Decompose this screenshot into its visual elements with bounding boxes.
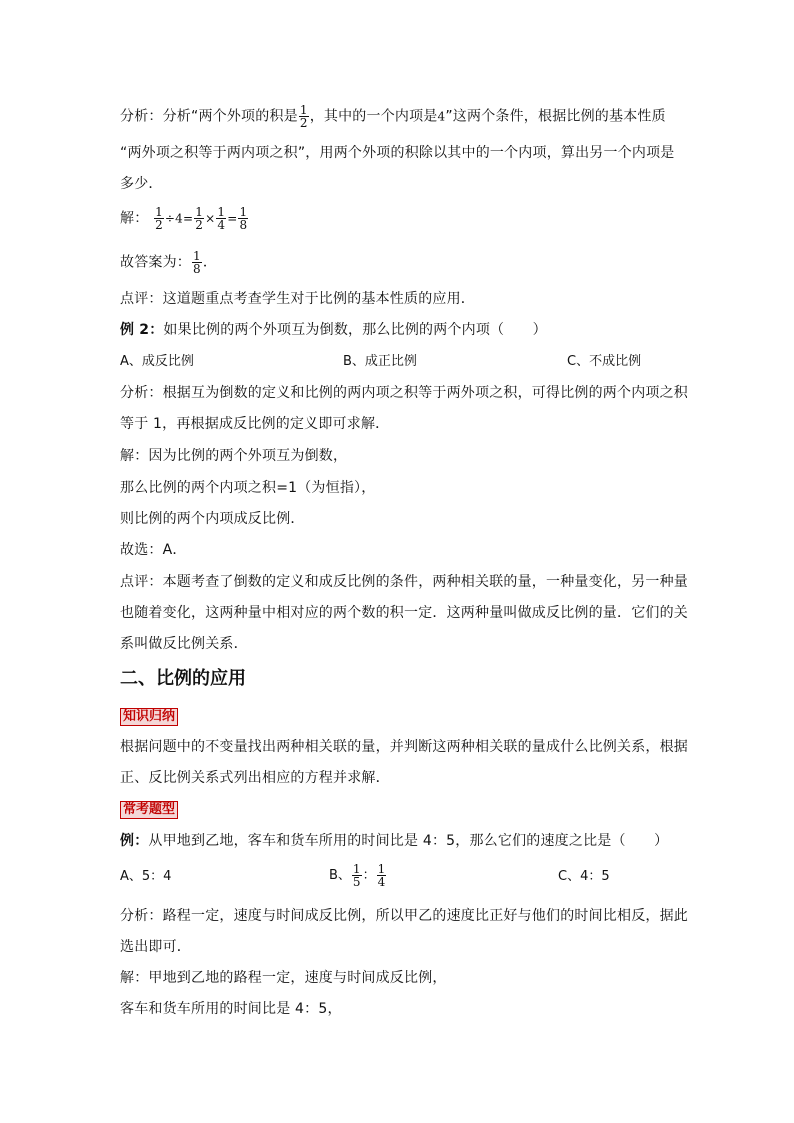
- analysis-2-line-2: 等于 1，再根据成反比例的定义即可求解．: [120, 416, 390, 432]
- solution-2-line-1: 解：因为比例的两个外项互为倒数，: [120, 448, 348, 464]
- fraction: [154, 206, 164, 231]
- fraction-denominator: 5: [352, 875, 361, 889]
- fraction-denominator: 2: [195, 218, 204, 232]
- fraction-denominator: 2: [299, 116, 308, 130]
- solution-2-line-2: 那么比例的两个内项之积=1（为恒指），: [120, 480, 376, 496]
- fraction: [377, 863, 387, 888]
- ratio-colon: ：: [362, 868, 376, 883]
- equals-sign: =: [227, 211, 238, 226]
- fraction: [194, 206, 204, 231]
- solution-line-1: [120, 206, 249, 231]
- solution-3-line-1: 解：甲地到乙地的路程一定，速度与时间成反比例，: [120, 970, 447, 986]
- example-3-question: [120, 831, 668, 851]
- knowledge-line-2: 正、反比例关系式列出相应的方程并求解．: [120, 770, 390, 786]
- fraction-numerator: 1: [299, 103, 308, 117]
- number-four: 4: [437, 109, 446, 124]
- division-expr: ÷4=: [164, 211, 194, 226]
- analysis-line-3: 多少．: [120, 176, 163, 192]
- solution-label: 解：: [120, 210, 149, 227]
- fraction: [216, 206, 226, 231]
- analysis-3-line-2: 选出即可．: [120, 939, 191, 955]
- fraction-denominator: 2: [155, 218, 163, 232]
- fraction-denominator: 8: [193, 262, 201, 276]
- question-text: 从甲地到乙地，客车和货车所用的时间比是 4：5，那么它们的速度之比是（ ）: [148, 833, 669, 849]
- option-c: C、不成比例: [567, 354, 642, 369]
- comment-2-line-3: 系叫做反比例关系．: [120, 636, 248, 652]
- times-sign: ×: [205, 211, 216, 226]
- analysis-line-2: “两外项之积等于两内项之积”，用两个外项的积除以其中的一个内项，算出另一个内项是: [120, 145, 675, 161]
- analysis-line-1: [120, 104, 666, 129]
- fraction-numerator: 1: [155, 205, 163, 219]
- knowledge-line-1: 根据问题中的不变量找出两种相关联的量，并判断这两种相关联的量成什么比例关系，根据: [120, 739, 688, 755]
- comment-2-line-2: 也随着变化，这两种量中相对应的两个数的积一定．这两种量叫做成反比例的量．它们的关: [120, 605, 688, 621]
- fraction: [192, 250, 202, 275]
- fraction-denominator: 4: [377, 875, 386, 889]
- section-heading: 二、比例的应用: [120, 668, 246, 689]
- example-2-question: [120, 320, 547, 340]
- option-label: B、: [329, 868, 351, 883]
- example-label: 例 2：: [120, 322, 164, 338]
- analysis-2-line-1: 分析：根据互为倒数的定义和比例的两内项之积等于两外项之积，可得比例的两个内项之积: [120, 385, 688, 401]
- option-a: A、成反比例: [120, 354, 194, 369]
- fraction-numerator: 1: [352, 862, 361, 876]
- analysis-text: ”这两个条件，根据比例的基本性质: [445, 108, 666, 125]
- fraction-numerator: 1: [195, 205, 204, 219]
- fraction: [238, 206, 248, 231]
- period: ．: [202, 254, 218, 271]
- solution-2-line-3: 则比例的两个内项成反比例．: [120, 511, 305, 527]
- option-c: C、4：5: [558, 869, 610, 884]
- answer-line: [120, 250, 217, 275]
- analysis-text: ，其中的一个内项是: [309, 108, 438, 125]
- option-b: B、成正比例: [343, 354, 417, 369]
- comment-line: 点评：这道题重点考查学生对于比例的基本性质的应用．: [120, 291, 475, 307]
- solution-2-line-4: 故选：A．: [120, 542, 187, 558]
- answer-label: 故答案为：: [120, 254, 191, 271]
- option-a: A、5：4: [120, 869, 172, 884]
- fraction-denominator: 8: [239, 218, 248, 232]
- analysis-3-line-1: 分析：路程一定，速度与时间成反比例，所以甲乙的速度比正好与他们的时间比相反，据此: [120, 908, 688, 924]
- fraction: [352, 863, 362, 888]
- comment-2-line-1: 点评：本题考查了倒数的定义和成反比例的条件，两种相关联的量，一种量变化，另一种量: [120, 574, 688, 590]
- analysis-text: 分析：分析“两个外项的积是: [120, 108, 298, 125]
- question-text: 如果比例的两个外项互为倒数，那么比例的两个内项（ ）: [163, 322, 547, 338]
- fraction-denominator: 4: [217, 218, 226, 232]
- example-label: 例：: [120, 833, 149, 849]
- fraction-numerator: 1: [377, 862, 386, 876]
- fraction-numerator: 1: [193, 249, 201, 263]
- knowledge-tag: 知识归纳: [120, 708, 178, 726]
- common-question-tag: 常考题型: [120, 801, 178, 819]
- option-b: [329, 859, 387, 893]
- solution-3-line-2: 客车和货车所用的时间比是 4：5，: [120, 1001, 342, 1017]
- fraction-numerator: 1: [239, 205, 248, 219]
- fraction-one-half: [299, 104, 309, 129]
- fraction-numerator: 1: [217, 205, 226, 219]
